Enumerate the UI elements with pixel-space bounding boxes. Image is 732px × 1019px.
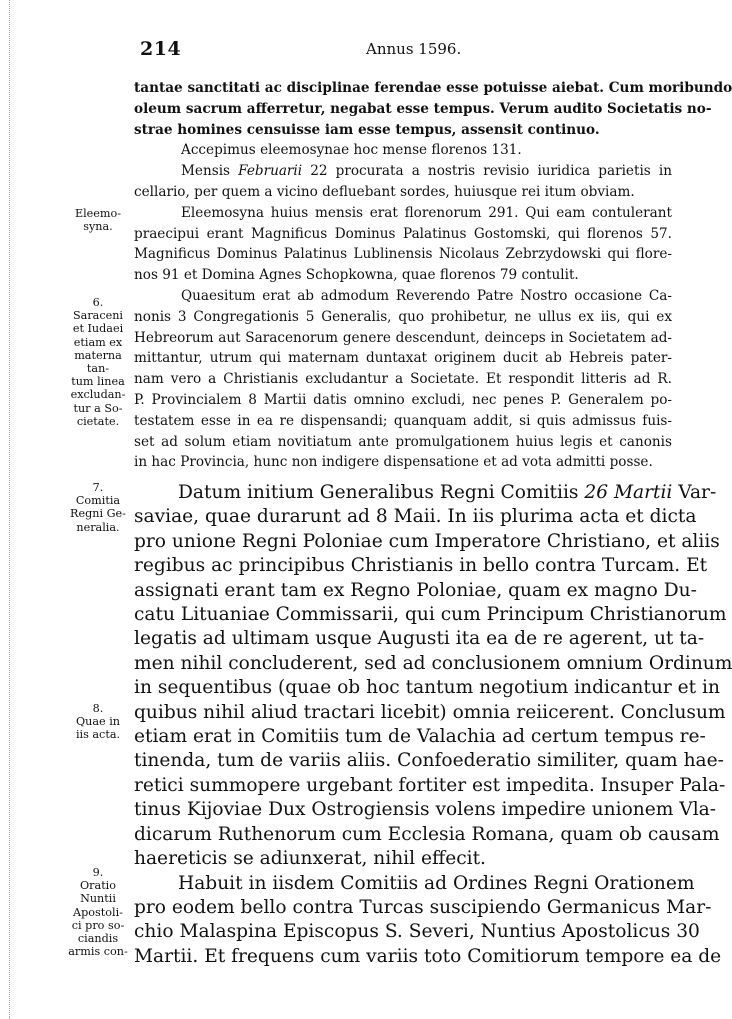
margin-note-line: armis con- bbox=[68, 945, 128, 959]
text-run: nos 91 et Domina Agnes Schopkowna, quae florenos 79 contulit. bbox=[134, 267, 579, 284]
text-line bbox=[134, 328, 672, 349]
text-line bbox=[134, 244, 672, 265]
margin-note-oratio bbox=[66, 866, 130, 958]
italic-text: Februarii bbox=[238, 163, 303, 180]
text-run: 22 procurata a nostris revisio iuridica parietis in bbox=[302, 163, 672, 180]
margin-note-line: tur a So- bbox=[73, 401, 123, 415]
text-run: saviae, quae durarunt ad 8 Maii. In iis plurima acta et dicta bbox=[134, 506, 697, 528]
margin-note-line: excludan- bbox=[70, 388, 126, 402]
text-run: etiam erat in Comitiis tum de Valachia ad certum tempus re- bbox=[134, 726, 706, 748]
text-line bbox=[134, 945, 722, 969]
text-run: Accepimus eleemosynae hoc mense florenos 131. bbox=[181, 142, 522, 159]
margin-note-line: neralia. bbox=[76, 520, 120, 534]
text-line bbox=[134, 140, 672, 161]
text-line bbox=[134, 307, 672, 328]
text-line bbox=[134, 411, 672, 432]
margin-note-line: Oratio bbox=[80, 879, 116, 893]
margin-note-line: ciandis bbox=[77, 932, 119, 946]
margin-note-eleemosyna bbox=[66, 207, 130, 233]
text-line bbox=[134, 920, 700, 944]
small-print-text bbox=[134, 78, 732, 473]
text-line bbox=[134, 725, 706, 749]
text-line bbox=[134, 452, 672, 473]
margin-note-line: Comitia bbox=[75, 494, 121, 508]
text-run: tinus Kijoviae Dux Ostrogiensis volens impedire unionem Vla- bbox=[134, 799, 717, 821]
text-run: Quaesitum erat ab admodum Reverendo Patre Nostro occasione Ca- bbox=[181, 287, 672, 304]
text-line bbox=[134, 701, 726, 725]
text-line bbox=[134, 627, 705, 651]
running-header bbox=[0, 38, 720, 62]
text-run: P. Provincialem 8 Martii datis omnino excludi, nec penes P. Generalem po- bbox=[134, 391, 672, 408]
text-run: Eleemosyna huius mensis erat florenorum 291. Qui eam contulerant bbox=[181, 204, 672, 221]
text-run: in hac Provincia, hunc non indigere dispensatione et ad vota admitti posse. bbox=[134, 454, 653, 471]
text-line bbox=[134, 432, 672, 453]
text-run: Habuit in iisdem Comitiis ad Ordines Regni Orationem bbox=[178, 872, 695, 894]
text-run: Magnificus Dominus Palatinus Lublinensis Nicolaus Zebrzydowski qui flore- bbox=[134, 246, 672, 263]
text-line bbox=[134, 847, 668, 871]
text-line bbox=[134, 369, 672, 390]
text-run: tinenda, tum de variis aliis. Confoederatio similiter, quam hae- bbox=[134, 750, 724, 772]
text-line bbox=[134, 579, 697, 603]
text-line bbox=[134, 286, 672, 307]
margin-note-line: et Iudaei bbox=[72, 322, 124, 336]
text-line bbox=[134, 530, 720, 554]
margin-note-comitia bbox=[66, 481, 130, 534]
margin-note-line: syna. bbox=[83, 220, 113, 234]
text-run: set ad solum etiam novitiatum ante promulgationem huius legis et canonis bbox=[134, 433, 672, 450]
text-line bbox=[134, 652, 732, 676]
large-print-text bbox=[134, 481, 732, 969]
text-line bbox=[134, 603, 727, 627]
text-run: in sequentibus (quae ob hoc tantum negotium indicantur et in bbox=[134, 677, 720, 699]
text-line bbox=[134, 161, 672, 182]
text-run: mittantur, utrum qui maternam duntaxat originem ducit ab Hebreis pater- bbox=[134, 350, 672, 367]
margin-note-line: Eleemo- bbox=[74, 207, 122, 220]
margin-note-line: ci pro so- bbox=[71, 918, 125, 932]
margin-note-line: etiam ex bbox=[73, 335, 123, 349]
margin-note-line: tum linea bbox=[71, 375, 125, 389]
margin-note-line: Quae in bbox=[75, 715, 120, 729]
running-title: Annus 1596. bbox=[366, 40, 462, 58]
text-line bbox=[134, 390, 672, 411]
italic-text: 26 Martii bbox=[584, 482, 673, 503]
margin-note-line: Saraceni bbox=[72, 309, 124, 323]
text-line bbox=[134, 774, 726, 798]
text-line bbox=[134, 505, 697, 529]
text-run: pro unione Regni Poloniae cum Imperatore Christiano, et aliis bbox=[134, 530, 720, 552]
text-line bbox=[134, 872, 695, 896]
margin-note-line: 6. bbox=[92, 296, 104, 309]
text-run: oleum sacrum afferretur, negabat esse tempus. Verum audito Societatis no- bbox=[134, 100, 712, 117]
text-line bbox=[134, 224, 672, 245]
text-line bbox=[134, 348, 672, 369]
text-run: Martii. Et frequens cum variis toto Comitiorum tempore ea de bbox=[134, 945, 722, 967]
text-run: Mensis bbox=[181, 163, 239, 180]
text-line bbox=[134, 120, 672, 141]
margin-note-line: 7. bbox=[92, 481, 104, 494]
page-number: 214 bbox=[140, 38, 182, 60]
margin-note-line: cietate. bbox=[76, 414, 120, 428]
text-run: chio Malaspina Episcopus S. Severi, Nuntius Apostolicus 30 bbox=[134, 921, 700, 943]
text-run: Hebreorum aut Saracenorum genere descendunt, deinceps in Societatem ad- bbox=[134, 329, 672, 346]
text-run: dicarum Ruthenorum cum Ecclesia Romana, quam ob causam bbox=[134, 823, 720, 845]
text-run: strae homines censuisse iam esse tempus, assensit continuo. bbox=[134, 121, 600, 138]
margin-note-quae-in-iis bbox=[66, 702, 130, 742]
text-line bbox=[134, 203, 672, 224]
text-line bbox=[134, 182, 672, 203]
text-run: testatem esse in ea re dispensandi; quanquam addit, si quis admissus fuis- bbox=[134, 412, 672, 429]
text-run: catu Lituaniae Commissarii, qui cum Principum Christianorum bbox=[134, 604, 727, 626]
margin-note-line: Regni Ge- bbox=[70, 507, 126, 521]
text-line bbox=[134, 798, 717, 822]
page-edge-rule bbox=[9, 0, 10, 1019]
text-line bbox=[134, 265, 672, 286]
text-line bbox=[134, 749, 724, 773]
text-run: assignati erant tam ex Regno Poloniae, quam ex magno Du- bbox=[134, 579, 697, 601]
text-run: praecipui erant Magnificus Dominus Palatinus Gostomski, qui florenos 57. bbox=[134, 225, 672, 242]
text-run: regibus ac principibus Christianis in bello contra Turcam. Et bbox=[134, 555, 708, 577]
text-line bbox=[134, 481, 717, 505]
text-run: haereticis se adiunxerat, nihil effecit. bbox=[134, 848, 486, 870]
text-line bbox=[134, 823, 720, 847]
text-run: men nihil concluderent, sed ad conclusionem omnium Ordinum bbox=[134, 652, 732, 674]
text-line bbox=[134, 99, 712, 120]
text-run: Datum initium Generalibus Regni Comitiis bbox=[178, 482, 585, 503]
text-run: legatis ad ultimam usque Augusti ita ea de re agerent, ut ta- bbox=[134, 628, 705, 650]
text-line bbox=[134, 78, 732, 99]
margin-note-line: Apostoli- bbox=[73, 905, 123, 919]
margin-note-line: 9. bbox=[92, 866, 104, 879]
text-run: nam vero a Christianis excludantur a Societate. Et respondit litteris ad R. bbox=[134, 371, 672, 388]
margin-note-line: Nuntii bbox=[80, 892, 116, 906]
text-line bbox=[134, 676, 720, 700]
text-line bbox=[134, 554, 708, 578]
text-run: pro eodem bello contra Turcas suscipiendo Germanicus Mar- bbox=[134, 896, 712, 918]
text-run: cellario, per quem a vicino defluebant sordes, huiusque rei itum obviam. bbox=[134, 183, 635, 200]
margin-note-line: iis acta. bbox=[75, 728, 121, 742]
text-run: retici summopere urgebant fortiter est impedita. Insuper Pala- bbox=[134, 774, 726, 796]
text-run: Var- bbox=[672, 482, 717, 503]
text-run: quibus nihil aliud tractari licebit) omnia reiicerent. Conclusum bbox=[134, 701, 726, 723]
margin-note-line: 8. bbox=[92, 702, 104, 715]
text-line bbox=[134, 896, 712, 920]
margin-note-line: tan- bbox=[86, 362, 110, 376]
text-run: nonis 3 Congregationis 5 Generalis, quo prohibetur, ne ullus ex iis, qui ex bbox=[134, 308, 672, 325]
margin-note-line: materna bbox=[74, 348, 122, 362]
margin-note-saraceni bbox=[66, 296, 130, 428]
text-run: tantae sanctitati ac disciplinae ferendae esse potuisse aiebat. Cum moribundo bbox=[134, 80, 732, 96]
